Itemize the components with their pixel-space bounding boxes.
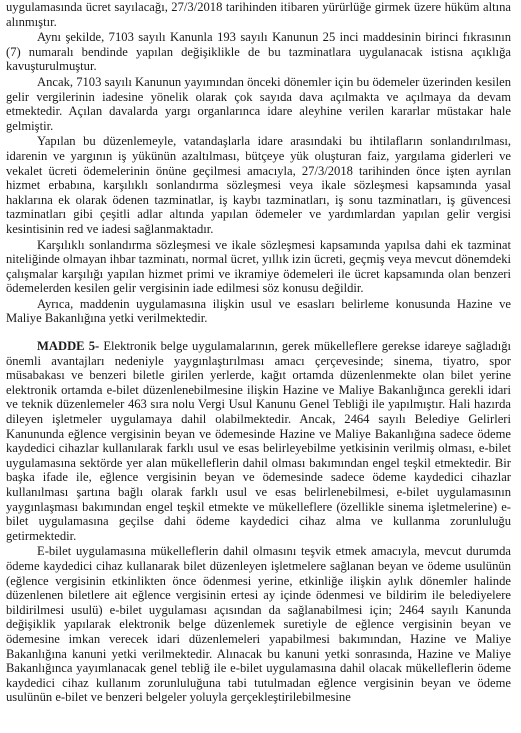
paragraph: uygulamasında ücret sayılacağı, 27/3/2018 tarihinden itibaren yürürlüğe girmek üzere hüküm altına alınmıştır. — [6, 0, 511, 29]
paragraph: Yapılan bu düzenlemeyle, vatandaşlarla idare arasındaki bu ihtilafların sonlandırılması, idarenin ve yargının iş yükünün azaltılması, bütçeye yük oluşturan faiz, yargılama giderleri ve vekalet ücreti ödemelerinin önüne geçilmesi amacıyla, 27/3/2018 tarihinden önce işten ayrılan hizmet erbabına, karşılıklı sonlandırma sözleşmesi veya ikale sözleşmesi kapsamında yasal haklarına ek olarak ödenen tazminatlar, iş kaybı tazminatları, iş sonu tazminatları, iş güvencesi tazminatları gibi çeşitli adlar altında yapılan ödemeler ve yardımlardan yapılan gelir vergisi kesintisinin red ve iadesi sağlanmaktadır. — [6, 134, 511, 236]
madde-text: Elektronik belge uygulamalarının, gerek mükelleflere gerekse idareye sağladığı önemli avantajları nedeniyle yaygınlaştırılması amacı çerçevesinde; sinema, tiyatro, spor müsabakası ve benzeri biletle girilen yerlerde, kağıt ortamda düzenlenmekte olan bilet yerine elektronik ortamda e-bilet düzenlenebilmesine ilişkin Hazine ve Maliye Bakanlığınca gerekli idari ve teknik düzenlemeler 463 sıra nolu Vergi Usul Kanunu Genel Tebliği ile yapılmıştır. Hali hazırda dileyen işletmeler uygulamaya dahil olabilmektedir. Ancak, 2464 sayılı Belediye Gelirleri Kanununda eğlence vergisinin beyan ve ödemesinde Hazine ve Maliye Bakanlığına sadece ödeme kaydedici cihazlar kullanılarak farklı usul ve esas belirleyebilme yetkisinin verilmiş olması, e-bilet uygulamasına sektörde yer alan mükelleflerin dahil olması bakımından engel teşkil etmektedir. Bir başka ifade ile, eğlence vergisinin beyan ve ödemesinde sadece ödeme kaydedici cihazlar kullanılması şartına bağlı olarak farklı usul ve esas belirlenebilmesi, e-bilet uygulamasının yaygınlaşması bakımından engel teşkil etmekte ve mükelleflere (özellikle sinema işletmelerine) e-bilet uygulamasına geçilse dahi ödeme kaydedici cihaz alma ve kullanma zorunluluğu getirmektedir. — [6, 339, 511, 543]
paragraph: Ancak, 7103 sayılı Kanunun yayımından önceki dönemler için bu ödemeler üzerinden kesilen gelir vergilerinin iadesine yönelik olarak çok sayıda dava açılmakta ve açılmaya da devam etmektedir. Açılan davalarda yargı organlarınca idare aleyhine verilen kararlar müstakar hale gelmiştir. — [6, 74, 511, 133]
paragraph: Karşılıklı sonlandırma sözleşmesi ve ikale sözleşmesi kapsamında yapılsa dahi ek tazminat niteliğinde olmayan ihbar tazminatı, normal ücret, yıllık izin ücreti, geçmiş veya mevcut dönemdeki çalışmalar karşılığı yapılan hizmet primi ve ikramiye ödemeleri ile ücret kapsamında olan benzeri ödemelerden kesilen gelir vergisinin iade edilmesi söz konusu değildir. — [6, 237, 511, 296]
madde-heading: MADDE 5- — [37, 339, 100, 354]
section-spacer — [6, 327, 511, 339]
madde-5-paragraph — [6, 339, 511, 543]
paragraph: E-bilet uygulamasına mükelleflerin dahil olmasını teşvik etmek amacıyla, mevcut durumda ödeme kaydedici cihaz kullanarak bilet düzenleyen işletmelere sağlanan beyan ve ödeme usulünün (eğlence vergisinin etkinlikten önce ödenmesi yerine, etkinliğe ilişkin aylık dönemler halinde düzenlenen biletlere ait eğlence vergisinin ertesi ay içinde ödenmesi ve bildirim ile belediyelere bildirilmesi usulü) e-bilet uygulaması açısından da sağlanabilmesi için; 2464 sayılı Kanunda değişiklik yapılarak elektronik belge düzenlemek suretiyle de eğlence vergisinin beyan ve ödemesine imkan verecek idari düzenlemeleri yapabilmesi bakımından, Hazine ve Maliye Bakanlığına kanuni yetki verilmektedir. Alınacak bu kanuni yetki sonrasında, Hazine ve Maliye Bakanlığınca yayımlanacak genel tebliğ ile e-bilet uygulamasına dahil olacak mükelleflerin ödeme kaydedici cihaz kullanım zorunluluğuna tabi tutulmadan eğlence vergisinin beyan ve ödeme usulünün e-bilet ve benzeri belgeler yoluyla gerçekleştirilebilmesine — [6, 544, 511, 705]
document-page — [6, 0, 511, 706]
paragraph: Aynı şekilde, 7103 sayılı Kanunla 193 sayılı Kanunun 25 inci maddesinin birinci fıkrasının (7) numaralı bendinde yapılan değişiklikle de bu tazminatlara uygulanacak istisna açıklığa kavuşturulmuştur. — [6, 30, 511, 74]
paragraph: Ayrıca, maddenin uygulamasına ilişkin usul ve esasları belirleme konusunda Hazine ve Maliye Bakanlığına yetki verilmektedir. — [6, 296, 511, 326]
